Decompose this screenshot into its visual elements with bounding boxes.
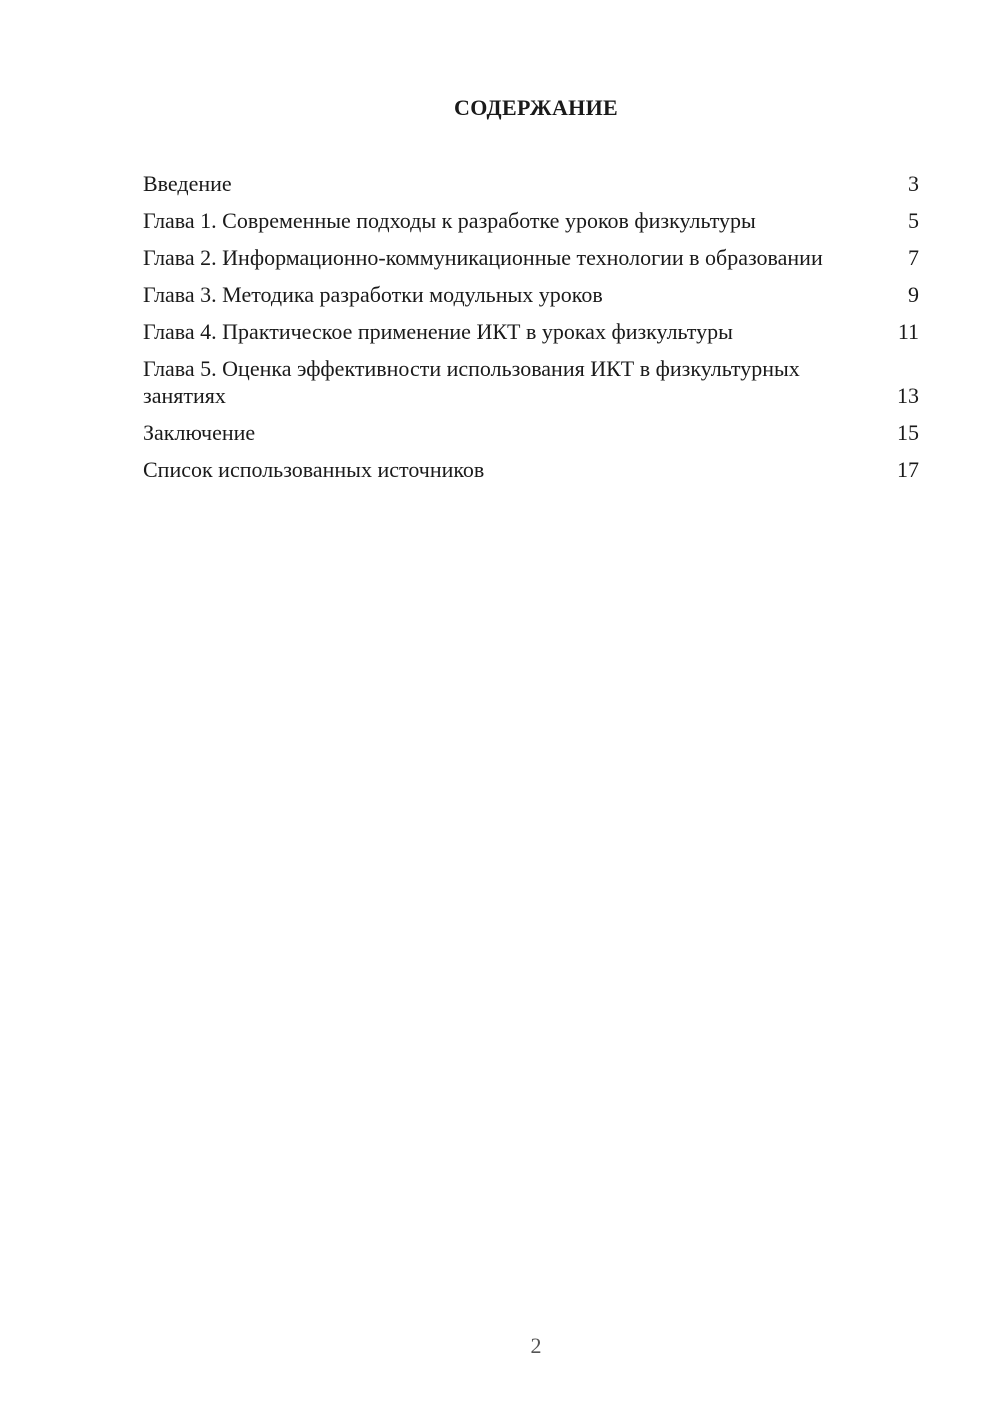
- toc-entry-conclusion: [143, 419, 919, 446]
- toc-entry-text: Список использованных источников: [143, 457, 485, 482]
- toc-entry-chapter-3: [143, 281, 919, 308]
- toc-entry-chapter-4: [143, 318, 919, 345]
- toc-entry-page: 13: [897, 383, 919, 408]
- toc-entry-introduction: [143, 170, 919, 197]
- toc-entry-page: 5: [908, 208, 919, 233]
- toc-entry-page: 15: [897, 420, 919, 445]
- toc-entry-text: Глава 1. Современные подходы к разработке уроков физкультуры: [143, 208, 756, 233]
- toc-entry-text: Глава 4. Практическое применение ИКТ в уроках физкультуры: [143, 319, 733, 344]
- toc-entry-text: Заключение: [143, 420, 256, 445]
- toc-entry-chapter-2: [143, 244, 919, 271]
- table-of-contents: [143, 170, 919, 493]
- toc-entry-page: 3: [908, 171, 919, 196]
- toc-entry-text: Глава 5. Оценка эффективности использования ИКТ в физкультурных занятиях: [143, 356, 800, 408]
- toc-entry-text: Глава 2. Информационно-коммуникационные технологии в образовании: [143, 245, 823, 270]
- page-number: 2: [530, 1333, 542, 1358]
- toc-entry-references: [143, 456, 919, 483]
- toc-entry-page: 17: [897, 457, 919, 482]
- toc-entry-page: 11: [897, 319, 919, 344]
- toc-title: СОДЕРЖАНИЕ: [454, 95, 618, 120]
- toc-entry-chapter-5: [143, 355, 919, 409]
- toc-entry-chapter-1: [143, 207, 919, 234]
- toc-entry-text: Глава 3. Методика разработки модульных уроков: [143, 282, 603, 307]
- toc-entry-page: 7: [908, 245, 919, 270]
- toc-entry-text: Введение: [143, 171, 232, 196]
- toc-entry-page: 9: [908, 282, 919, 307]
